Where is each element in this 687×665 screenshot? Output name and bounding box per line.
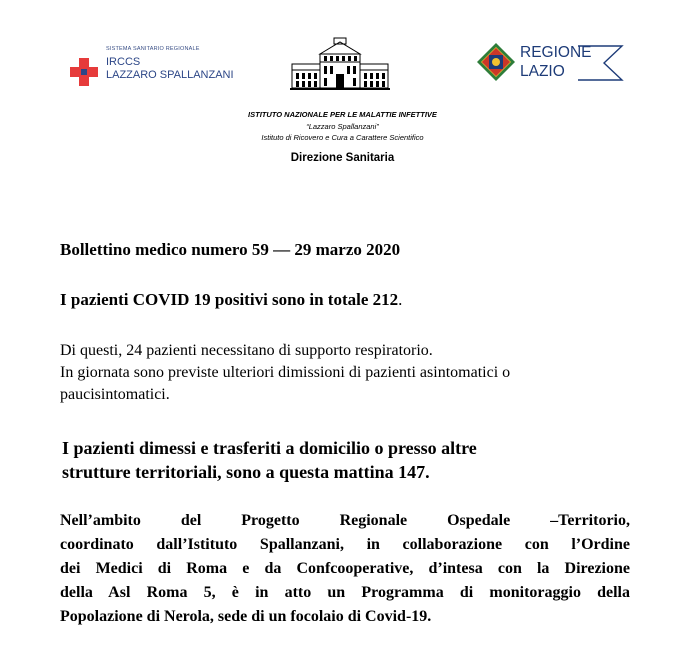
total-patients-text: I pazienti COVID 19 positivi sono in totale 212 <box>60 290 399 309</box>
detail-line: paucisintomatici. <box>60 386 170 403</box>
total-patients <box>60 290 402 310</box>
institute-name: ISTITUTO NAZIONALE PER LE MALATTIE INFETTIVE <box>248 110 437 119</box>
detail-line: In giornata sono previste ulteriori dimissioni di pazienti asintomatici o <box>60 364 511 381</box>
regione-lazio-logo <box>476 42 626 84</box>
system-label: SISTEMA SANITARIO REGIONALE <box>106 46 200 52</box>
regional-emblem-icon <box>476 42 516 82</box>
spallanzani-logo <box>68 44 238 88</box>
program-line: coordinato dall’Istituto Spallanzani, in collaborazione con l’Ordine <box>60 536 630 553</box>
discharged-line: I pazienti dimessi e trasferiti a domicilio o presso altre <box>62 438 477 458</box>
program-line: Popolazione di Nerola, sede di un focolaio di Covid-19. <box>60 608 432 625</box>
program-line: della Asl Roma 5, è in atto un Programma di monitoraggio della <box>60 584 630 601</box>
department-name: Direzione Sanitaria <box>290 152 395 164</box>
regione-text: REGIONE <box>520 44 592 61</box>
building-illustration <box>290 36 390 92</box>
lazio-text: LAZIO <box>520 63 565 80</box>
bulletin-title: Bollettino medico numero 59 — 29 marzo 2020 <box>60 240 401 259</box>
medical-cross-icon <box>68 56 100 88</box>
discharged-line: strutture territoriali, sono a questa mattina 147. <box>62 462 430 482</box>
logo-line-name: LAZZARO SPALLANZANI <box>106 69 234 81</box>
detail-line: Di questi, 24 pazienti necessitano di supporto respiratorio. <box>60 342 433 359</box>
logo-line-irccs: IRCCS <box>106 56 141 68</box>
program-line: dei Medici di Roma e da Confcooperative, d’intesa con la Direzione <box>60 560 630 577</box>
chevron-graphic-icon <box>576 44 626 82</box>
institute-type: Istituto di Ricovero e Cura a Carattere Scientifico <box>261 133 424 142</box>
program-line: Nell’ambito del Progetto Regionale Ospedale –Territorio, <box>60 512 630 529</box>
institute-subtitle: “Lazzaro Spallanzani” <box>306 122 379 131</box>
total-patients-period: . <box>398 290 403 309</box>
